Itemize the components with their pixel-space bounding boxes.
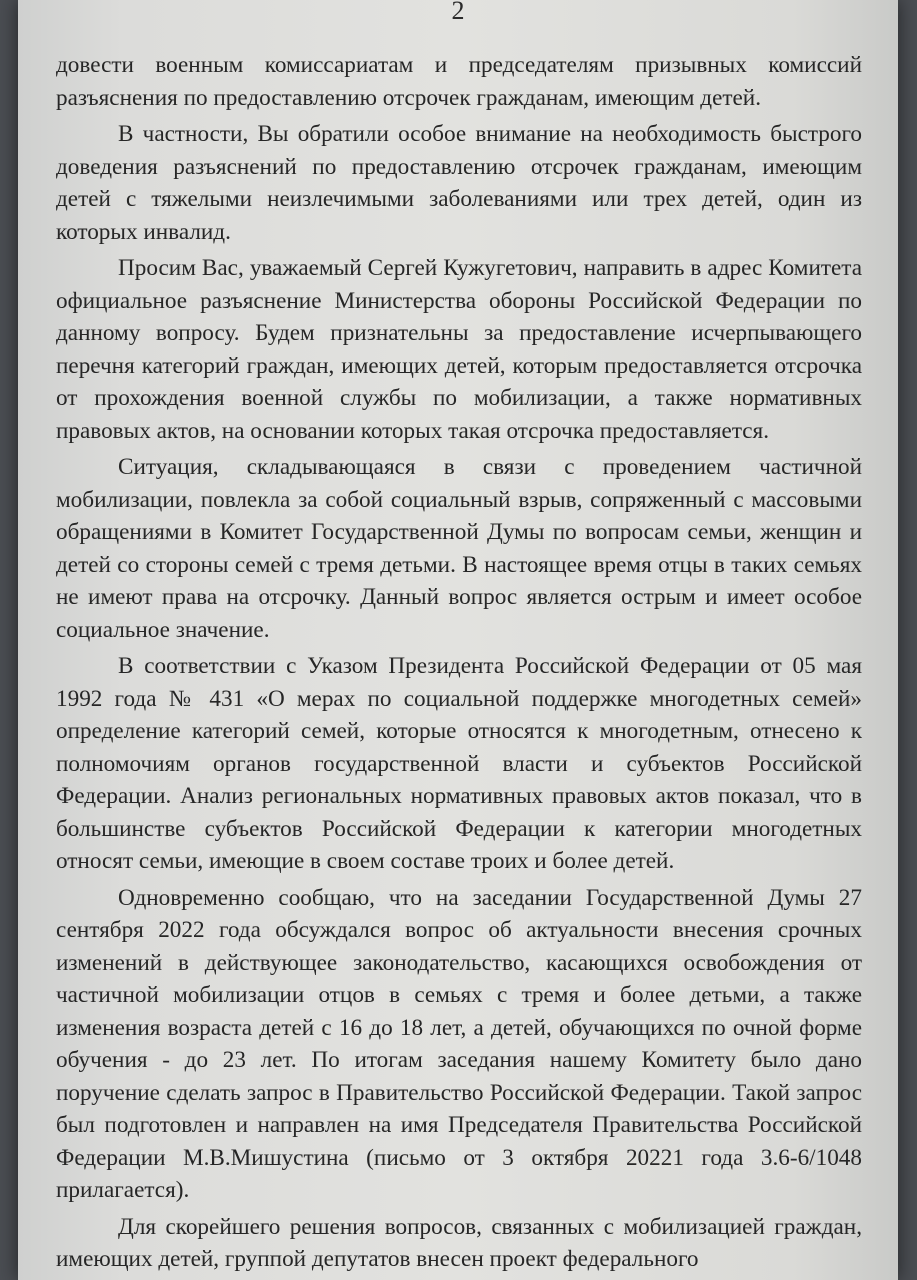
page-number: 2 (451, 0, 465, 25)
paragraph-duma-session: Одновременно сообщаю, что на заседании Государственной Думы 27 сентября 2022 года обсуждался вопрос об актуальности внесения срочных изменений в действующее законодательство, касающихся освобождения от частичной мобилизации отцов в семьях с тремя и более детьми, а также изменения возраста детей с 16 до 18 лет, а детей, обучающихся по очной форме обучения - до 23 лет. По итогам заседания нашему Комитету было дано поручение сделать запрос в Правительство Российской Федерации. Такой запрос был подготовлен и направлен на имя Председателя Правительства Российской Федерации М.В.Мишустина (письмо от 3 октября 20221 года 3.6-6/1048 прилагается). (56, 884, 862, 1203)
letter-body (56, 49, 862, 1276)
document-page (18, 0, 898, 1280)
paragraph-request-clarification: В частности, Вы обратили особое внимание на необходимость быстрого доведения разъяснений по предоставлению отсрочек гражданам, имеющим детей с тяжелыми неизлечимыми заболеваниями или трех детей, один из которых инвалид. (56, 121, 862, 245)
paragraph-social-situation: Ситуация, складывающаяся в связи с проведением частичной мобилизации, повлекла за собой социальный взрыв, сопряженный с массовыми обращениями в Комитет Государственной Думы по вопросам семьи, женщин и детей со стороны семей с тремя детьми. В настоящее время отцы в таких семьях не имеют права на отсрочку. Данный вопрос является острым и имеет особое социальное значение. (56, 454, 862, 643)
paragraph-request-to-minister: Просим Вас, уважаемый Сергей Кужугетович, направить в адрес Комитета официальное разъяснение Министерства обороны Российской Федерации по данному вопросу. Будем признательны за предоставление исчерпывающего перечня категорий граждан, имеющих детей, которым предоставляется отсрочка от прохождения военной службы по мобилизации, а также нормативных правовых актов, на основании которых такая отсрочка предоставляется. (56, 255, 862, 444)
paragraph-draft-law: Для скорейшего решения вопросов, связанных с мобилизацией граждан, имеющих детей, группой депутатов внесен проект федерального (56, 1213, 862, 1272)
paragraph-presidential-decree: В соответствии с Указом Президента Российской Федерации от 05 мая 1992 года № 431 «О мерах по социальной поддержке многодетных семей» определение категорий семей, которые относятся к многодетным, отнесено к полномочиям органов государственной власти и субъектов Российской Федерации. Анализ региональных нормативных правовых актов показал, что в большинстве субъектов Российской Федерации к категории многодетных относят семьи, имеющие в своем составе троих и более детей. (56, 653, 862, 874)
paragraph-continuation: довести военным комиссариатам и председателям призывных комиссий разъяснения по предоставлению отсрочек гражданам, имеющим детей. (56, 52, 862, 111)
